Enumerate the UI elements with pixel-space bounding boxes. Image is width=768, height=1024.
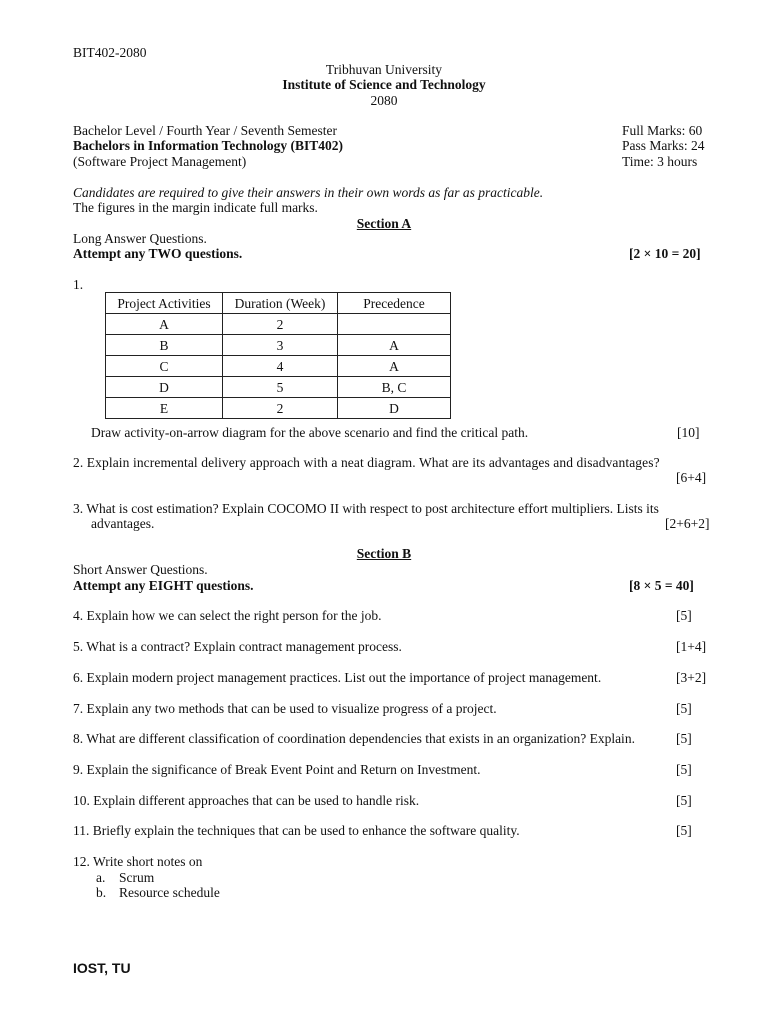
- question-10-marks: [5]: [676, 793, 692, 808]
- question-9-text: 9. Explain the significance of Break Event Point and Return on Investment.: [73, 762, 481, 777]
- full-marks: Full Marks: 60: [622, 123, 703, 138]
- table-cell: B, C: [338, 377, 451, 398]
- table-cell: 2: [223, 398, 338, 419]
- table-cell: A: [338, 335, 451, 356]
- table-cell: C: [106, 356, 223, 377]
- table-cell: B: [106, 335, 223, 356]
- program-name: Bachelors in Information Technology (BIT402): [73, 138, 344, 153]
- table-row: [106, 335, 451, 356]
- table-header-row: [106, 293, 451, 314]
- question-11-text: 11. Briefly explain the techniques that can be used to enhance the software quality.: [73, 823, 520, 838]
- table-row: [106, 356, 451, 377]
- footer-label: IOST, TU: [73, 960, 131, 976]
- section-a-marks: [2 × 10 = 20]: [629, 246, 701, 261]
- question-12-text: 12. Write short notes on: [73, 854, 203, 869]
- question-10-text: 10. Explain different approaches that can be used to handle risk.: [73, 793, 420, 808]
- paper-code: BIT402-2080: [73, 45, 147, 60]
- question-12-b-text: Resource schedule: [119, 885, 220, 900]
- table-cell: A: [338, 356, 451, 377]
- question-1-number: 1.: [73, 277, 84, 292]
- question-8-marks: [5]: [676, 731, 692, 746]
- university-name: Tribhuvan University: [325, 62, 443, 77]
- question-7-marks: [5]: [676, 701, 692, 716]
- table-row: [106, 377, 451, 398]
- question-9-marks: [5]: [676, 762, 692, 777]
- question-12-a-label: a.: [96, 870, 106, 885]
- section-a-attempt: Attempt any TWO questions.: [73, 246, 243, 261]
- subject-name: (Software Project Management): [73, 154, 247, 169]
- question-5-marks: [1+4]: [676, 639, 707, 654]
- question-7-text: 7. Explain any two methods that can be used to visualize progress of a project.: [73, 701, 497, 716]
- question-3-marks: [2+6+2]: [665, 516, 710, 531]
- instruction-line-2: The figures in the margin indicate full marks.: [73, 200, 318, 215]
- table-cell: [338, 314, 451, 335]
- table-cell: 2: [223, 314, 338, 335]
- table-cell: 4: [223, 356, 338, 377]
- section-b-attempt: Attempt any EIGHT questions.: [73, 578, 254, 593]
- table-header-cell: Duration (Week): [223, 293, 338, 314]
- instruction-line-1: Candidates are required to give their answers in their own words as far as practicable.: [73, 185, 544, 200]
- question-11-marks: [5]: [676, 823, 692, 838]
- question-2-marks: [6+4]: [676, 470, 707, 485]
- section-a-title: Section A: [356, 216, 412, 231]
- question-6-marks: [3+2]: [676, 670, 707, 685]
- question-12-a-text: Scrum: [119, 870, 155, 885]
- question-2-text: 2. Explain incremental delivery approach with a neat diagram. What are its advantages and disadvantages?: [73, 455, 660, 470]
- question-5-text: 5. What is a contract? Explain contract management process.: [73, 639, 402, 654]
- table-row: [106, 314, 451, 335]
- table-cell: 3: [223, 335, 338, 356]
- table-row: [106, 398, 451, 419]
- table-cell: 5: [223, 377, 338, 398]
- table-header-cell: Project Activities: [106, 293, 223, 314]
- section-b-marks: [8 × 5 = 40]: [629, 578, 694, 593]
- question-3-text-continued: advantages.: [91, 516, 155, 531]
- institute-name: Institute of Science and Technology: [282, 77, 486, 92]
- question-1-marks: [10]: [677, 425, 700, 440]
- section-a-type: Long Answer Questions.: [73, 231, 207, 246]
- question-12-b-label: b.: [96, 885, 107, 900]
- table-cell: A: [106, 314, 223, 335]
- pass-marks: Pass Marks: 24: [622, 138, 705, 153]
- question-6-text: 6. Explain modern project management practices. List out the importance of project management.: [73, 670, 602, 685]
- activities-table: [105, 292, 451, 419]
- question-1-text: Draw activity-on-arrow diagram for the above scenario and find the critical path.: [91, 425, 529, 440]
- table-cell: D: [338, 398, 451, 419]
- question-4-text: 4. Explain how we can select the right person for the job.: [73, 608, 382, 623]
- section-b-type: Short Answer Questions.: [73, 562, 208, 577]
- level-info: Bachelor Level / Fourth Year / Seventh Semester: [73, 123, 337, 138]
- question-8-text: 8. What are different classification of coordination dependencies that exists in an organization? Explain.: [73, 731, 635, 746]
- table-header-cell: Precedence: [338, 293, 451, 314]
- table-cell: D: [106, 377, 223, 398]
- exam-year: 2080: [370, 93, 398, 108]
- question-4-marks: [5]: [676, 608, 692, 623]
- question-3-text: 3. What is cost estimation? Explain COCOMO II with respect to post architecture effort multipliers. Lists its: [73, 501, 659, 516]
- table-cell: E: [106, 398, 223, 419]
- section-b-title: Section B: [356, 546, 412, 561]
- exam-time: Time: 3 hours: [622, 154, 698, 169]
